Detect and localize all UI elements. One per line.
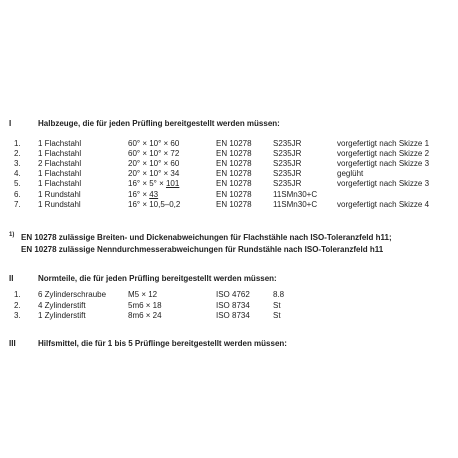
row-index: 4. [14, 169, 21, 178]
row-index: 3. [14, 311, 21, 320]
row-index: 6. [14, 190, 21, 199]
footnote-line-2: EN 10278 zulässige Nenndurchmesserabweichungen für Rundstähle nach ISO-Toleranzfeld h11 [21, 245, 384, 254]
row-material: 11SMn30+C [273, 190, 318, 199]
section2-heading: Normteile, die für jeden Prüfling bereitgestellt werden müssen: [38, 274, 277, 283]
row-dimensions: 60° × 10° × 60 [128, 139, 180, 148]
row-material: S235JR [273, 159, 302, 168]
row-standard: ISO 4762 [216, 290, 250, 299]
section2-number: II [9, 274, 14, 283]
row-dimensions: 20° × 10° × 34 [128, 169, 180, 178]
dimension-prefix: 16° × [128, 190, 150, 199]
dimension-underlined: 43 [149, 190, 159, 199]
row-standard: EN 10278 [216, 179, 252, 188]
row-note: vorgefertigt nach Skizze 3 [337, 159, 430, 168]
section3-heading: Hilfsmittel, die für 1 bis 5 Prüflinge bereitgestellt werden müssen: [38, 339, 287, 348]
row-standard: EN 10278 [216, 149, 252, 158]
row-dimensions [128, 179, 179, 189]
row-dimensions: 5m6 × 18 [128, 301, 162, 310]
row-note: vorgefertigt nach Skizze 2 [337, 149, 430, 158]
dimension-prefix: 16° × 5° × [128, 179, 166, 188]
row-quantity: 1 Rundstahl [38, 200, 81, 209]
row-dimensions [128, 190, 158, 200]
row-note: geglüht [337, 169, 364, 178]
row-quantity: 1 Zylinderstift [38, 311, 86, 320]
row-note: vorgefertigt nach Skizze 4 [337, 200, 430, 209]
row-quantity: 1 Flachstahl [38, 149, 82, 158]
row-standard: EN 10278 [216, 159, 252, 168]
row-quantity: 1 Flachstahl [38, 139, 82, 148]
row-dimensions: 8m6 × 24 [128, 311, 162, 320]
section1-number: I [9, 119, 12, 128]
row-quantity: 1 Rundstahl [38, 190, 81, 199]
row-material: S235JR [273, 179, 302, 188]
row-standard: ISO 8734 [216, 301, 250, 310]
row-dimensions: 16° × 10,5–0,2 [128, 200, 181, 209]
row-quantity: 1 Flachstahl [38, 169, 82, 178]
row-index: 2. [14, 149, 21, 158]
row-standard: ISO 8734 [216, 311, 250, 320]
section3-number: III [9, 339, 16, 348]
row-standard: EN 10278 [216, 139, 252, 148]
row-index: 7. [14, 200, 21, 209]
row-material: St [273, 301, 281, 310]
row-material: S235JR [273, 169, 302, 178]
row-index: 1. [14, 290, 21, 299]
row-material: St [273, 311, 281, 320]
row-standard: EN 10278 [216, 200, 252, 209]
row-index: 1. [14, 139, 21, 148]
row-note: vorgefertigt nach Skizze 3 [337, 179, 430, 188]
footnote-line-1: EN 10278 zulässige Breiten- und Dickenabweichungen für Flachstähle nach ISO-Toleranzfeld h11; [21, 233, 392, 242]
row-quantity: 4 Zylinderstift [38, 301, 86, 310]
row-quantity: 1 Flachstahl [38, 179, 82, 188]
row-index: 3. [14, 159, 21, 168]
row-note: vorgefertigt nach Skizze 1 [337, 139, 430, 148]
row-standard: EN 10278 [216, 190, 252, 199]
row-dimensions: 20° × 10° × 60 [128, 159, 180, 168]
row-material: S235JR [273, 139, 302, 148]
dimension-underlined: 101 [165, 179, 180, 188]
row-index: 2. [14, 301, 21, 310]
row-dimensions: 60° × 10° × 72 [128, 149, 180, 158]
footnote-marker: 1) [9, 232, 15, 238]
row-material: S235JR [273, 149, 302, 158]
section1-heading: Halbzeuge, die für jeden Prüfling bereitgestellt werden müssen: [38, 119, 280, 128]
row-material: 11SMn30+C [273, 200, 318, 209]
row-material: 8.8 [273, 290, 285, 299]
row-index: 5. [14, 179, 21, 188]
row-dimensions: M5 × 12 [128, 290, 158, 299]
row-standard: EN 10278 [216, 169, 252, 178]
row-quantity: 2 Flachstahl [38, 159, 82, 168]
row-quantity: 6 Zylinderschraube [38, 290, 107, 299]
